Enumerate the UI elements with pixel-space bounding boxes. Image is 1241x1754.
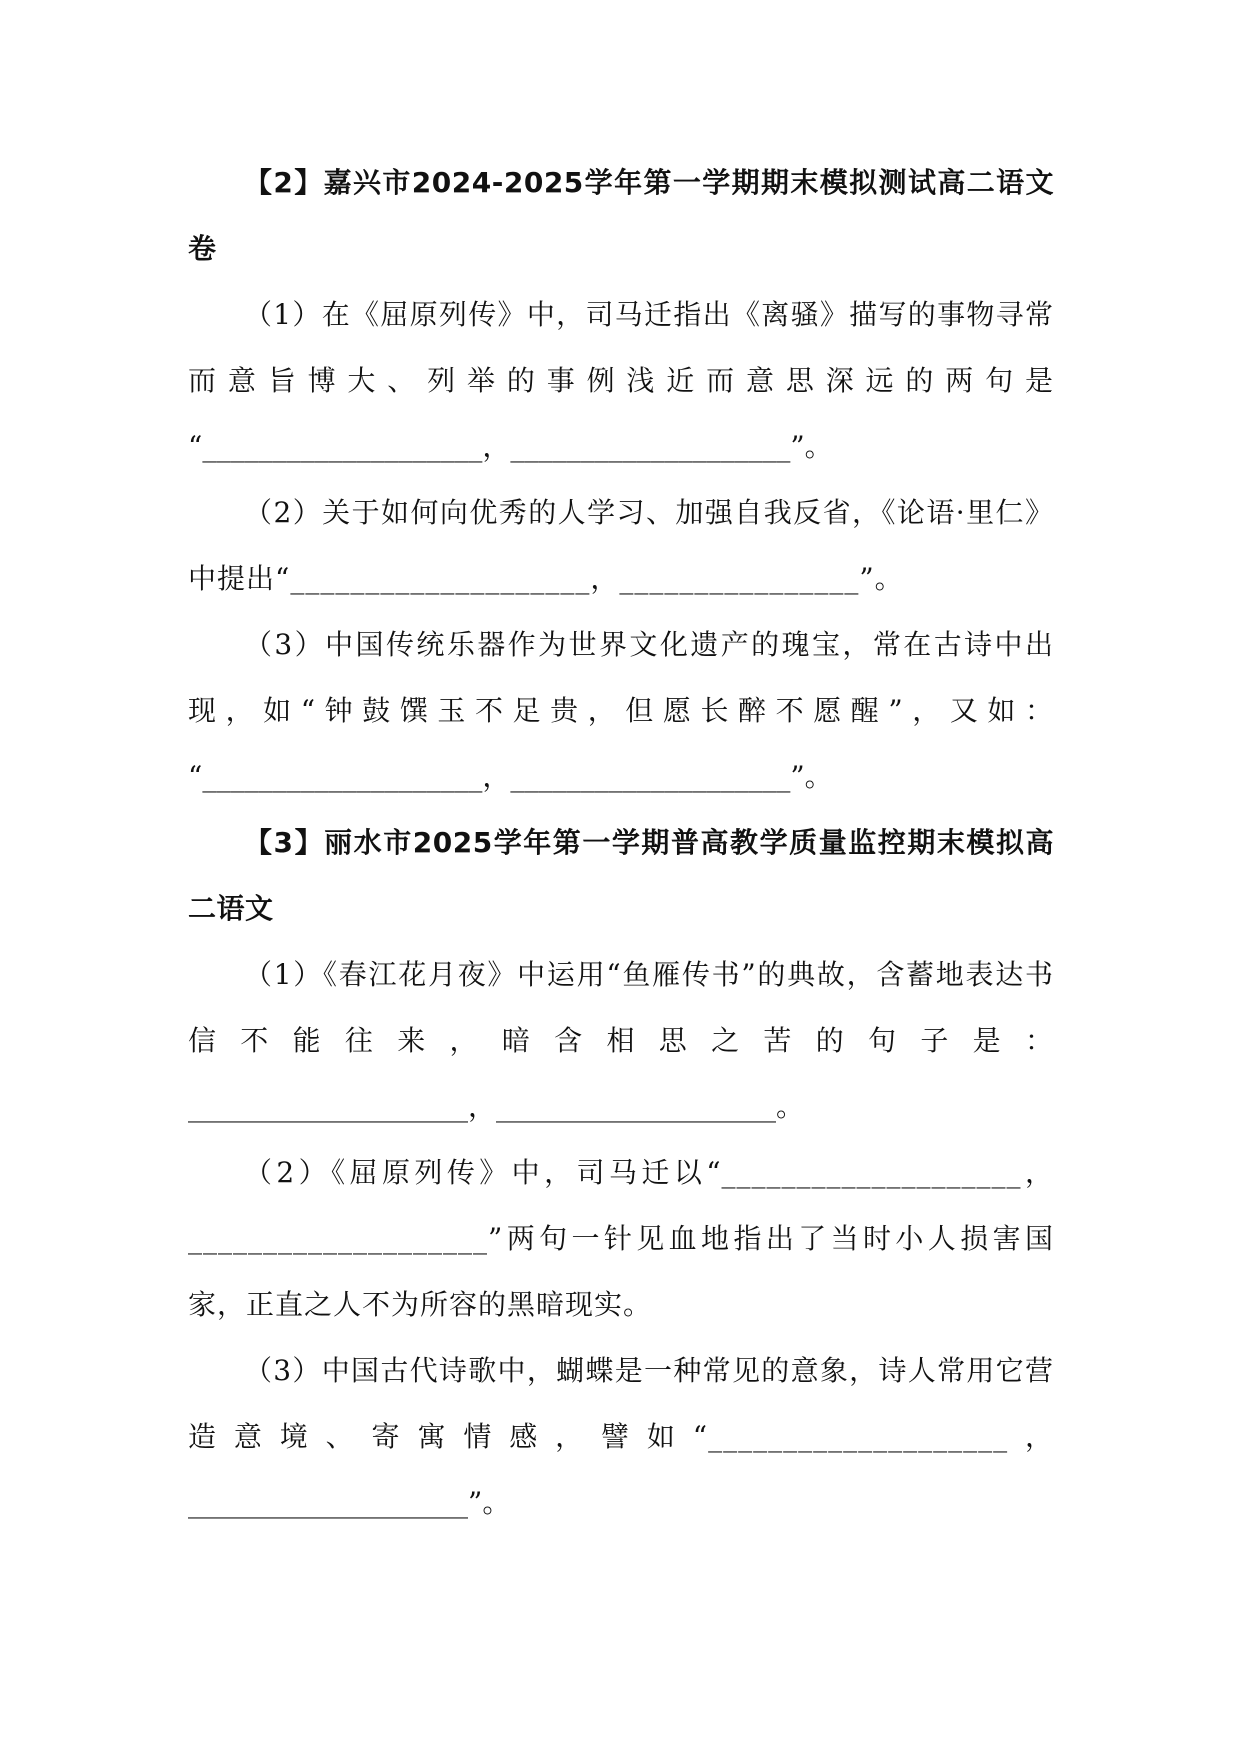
question-3-answer-line: ____________________”。 bbox=[188, 1486, 511, 1519]
section-jiaxing bbox=[188, 150, 1054, 810]
question-1-text: （1）在《屈原列传》中，司马迁指出《离骚》描写的事物寻常而意旨博大、列举的事例浅近而意思深远的两句是 bbox=[188, 298, 1054, 397]
question-3-answer-line: “____________________，____________________”。 bbox=[188, 760, 833, 793]
question-2-text: （2）关于如何向优秀的人学习、加强自我反省，《论语·里仁》中提出“____________________，________________”。 bbox=[188, 496, 1054, 595]
question-1-answer-line: ____________________，____________________。 bbox=[188, 1090, 805, 1123]
section-heading: 【2】嘉兴市2024-2025学年第一学期期末模拟测试高二语文卷 bbox=[188, 166, 1054, 265]
question-3-text: （3）中国传统乐器作为世界文化遗产的瑰宝，常在古诗中出现，如“钟鼓馔玉不足贵，但愿长醉不愿醒”，又如： bbox=[188, 628, 1054, 727]
question-3-text: （3）中国古代诗歌中，蝴蝶是一种常见的意象，诗人常用它营造意境、寄寓情感，譬如“____________________， bbox=[188, 1354, 1054, 1453]
section-heading: 【3】丽水市2025学年第一学期普高教学质量监控期末模拟高二语文 bbox=[188, 826, 1054, 925]
question-2-text: （2）《屈原列传》中，司马迁以“____________________，____________________”两句一针见血地指出了当时小人损害国家，正直之人不为所容的黑暗现实。 bbox=[188, 1156, 1054, 1321]
document-content bbox=[188, 150, 1054, 1536]
question-1-text: （1）《春江花月夜》中运用“鱼雁传书”的典故，含蓄地表达书信不能往来，暗含相思之苦的句子是： bbox=[188, 958, 1054, 1057]
section-lishui bbox=[188, 810, 1054, 1536]
question-1-answer-line: “____________________，____________________”。 bbox=[188, 430, 833, 463]
